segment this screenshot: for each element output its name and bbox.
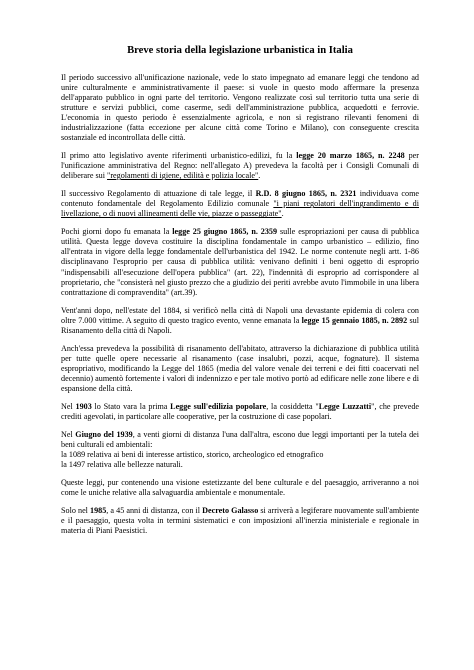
paragraph-naples-cholera: Vent'anni dopo, nell'estate del 1884, si verificò nella città di Napoli una devastante epidemia di colera con oltre 7.000 vittime. A seguito di questo tragico evento, venne emanata la legge 15 gennaio 1885, n. 2892 sul Risanamento della città di Napoli. (61, 305, 419, 335)
paragraph-risanamento: Anch'essa prevedeva la possibilità di risanamento dell'abitato, attraverso la dichiarazione di pubblica utilità per tutte quelle opere necessarie al risanamento (case insalubri, pozzi, acque, fognature). Il sistema espropriativo, modificando la Legge del 1865 (media del valore venale dei terreni e dei fitti coacervati nel decennio) aumentò fortemente i valori di indennizzo e per tale motivo portò ad edificare nelle zone libere e di espansione della città. (61, 343, 419, 393)
paragraph-unification: Il periodo successivo all'unificazione nazionale, vede lo stato impegnato ad emanare leggi che tendono ad unire culturalmente e amministrativamente il paese: si vuole in questo modo affermare la presenza dell'apparato pubblico in ogni parte del territorio. Vengono realizzate così sul territorio tutta una serie di strutture e servizi pubblici, come caserme, sedi dell'amministrazione pubblica, acquedotti e ferrovie. L'economia in questo periodo è essenzialmente agricola, e non si registrano rilevanti fenomeni di industrializzazione (fatta eccezione per alcune città come Torino e Milano), con conseguente crescita sostanziale ed incontrollata delle città. (61, 72, 419, 142)
law-reference: Decreto Galasso (202, 506, 259, 516)
law-reference: Legge sull'edilizia popolare (170, 402, 267, 412)
date-highlight: Giugno del 1939 (75, 430, 133, 440)
year-highlight: 1985 (90, 506, 107, 516)
paragraph-aesthetic-view: Queste leggi, pur contenendo una visione estetizzante del bene culturale e del paesaggio, arriveranno a noi come le uniche relative alla salvaguardia ambientale e monumentale. (61, 478, 419, 498)
law-1497-line: la 1497 relativa alle bellezze naturali. (61, 460, 183, 470)
paragraph-rd-1865-2321: Il successivo Regolamento di attuazione di tale legge, il R.D. 8 giugno 1865, n. 2321 individuava come contenuto fondamentale del Regolamento Edilizio comunale "i piani regolatori dell'ingrandimento e di livellazione, o di nuovi allineamenti delle vie, piazze o passeggiate". (61, 189, 420, 219)
year-highlight: 1903 (75, 402, 92, 412)
paragraph-1939-laws: Nel Giugno del 1939, a venti giorni di distanza l'una dall'altra, escono due leggi importanti per la tutela dei beni culturali ed ambientali: la 1089 relativa ai beni di interesse artistico, storico, archeologico ed etnografico la 1497 relativa alle bellezze naturali. (61, 430, 420, 470)
law-reference: Legge Luzzatti (318, 402, 372, 412)
law-reference: legge 25 giugno 1865, n. 2359 (172, 227, 278, 237)
law-reference: R.D. 8 giugno 1865, n. 2321 (255, 189, 357, 199)
document-title: Breve storia della legislazione urbanistica in Italia (127, 45, 353, 56)
underlined-quote: "regolamenti di igiene, edilità e polizia locale" (107, 171, 259, 181)
paragraph-luzzatti: Nel 1903 lo Stato vara la prima Legge sull'edilizia popolare, la cosiddetta "Legge Luzzatti", che prevede crediti agevolati, in particolare alle cooperative, per la costruzione di case popolari. (61, 402, 419, 422)
law-reference: legge 15 gennaio 1885, n. 2892 (301, 315, 408, 325)
law-reference: legge 20 marzo 1865, n. 2248 (296, 151, 405, 161)
paragraph-law-1865-2248: Il primo atto legislativo avente riferimenti urbanistico-edilizi, fu la legge 20 marzo 1865, n. 2248 per l'unificazione amministrativa del Regno: nell'allegato A) prevedeva la facoltà per i Consigli Comunali di deliberare sui "regolamenti di igiene, edilità e polizia locale". (61, 151, 419, 181)
paragraph-galasso: Solo nel 1985, a 45 anni di distanza, con il Decreto Galasso si arriverà a legiferare nuovamente sull'ambiente e il paesaggio, questa volta in termini sistematici e con imposizioni all'inerzia ministeriale e regionale in materia di Piani Paesistici. (61, 506, 420, 536)
underlined-quote: "i piani regolatori dell'ingrandimento e di livellazione, o di nuovi allineamenti delle vie, piazze o passeggiate" (61, 199, 420, 219)
law-1089-line: la 1089 relativa ai beni di interesse artistico, storico, archeologico ed etnografico (61, 450, 324, 460)
paragraph-law-1865-2359: Pochi giorni dopo fu emanata la legge 25 giugno 1865, n. 2359 sulle espropriazioni per causa di pubblica utilità. Questa legge doveva costituire la disciplina fondamentale in campo urbanistico – edilizio, fino all'entrata in vigore della legge fondamentale dell'urbanistica del 1942. Le norme contenute negli artt. 1-86 disciplinavano l'esproprio per causa di pubblica utilità: venivano definiti i beni oggetto di esproprio "indispensabili all'esecuzione dell'opera pubblica" (art. 22), l'indennità di esproprio ad corrispondere al proprietario, che "consisterà nel giusto prezzo che a giudizio dei periti avrebbe avuto l'immobile in una libera contrattazione di compravendita" (art.39). (61, 227, 419, 297)
